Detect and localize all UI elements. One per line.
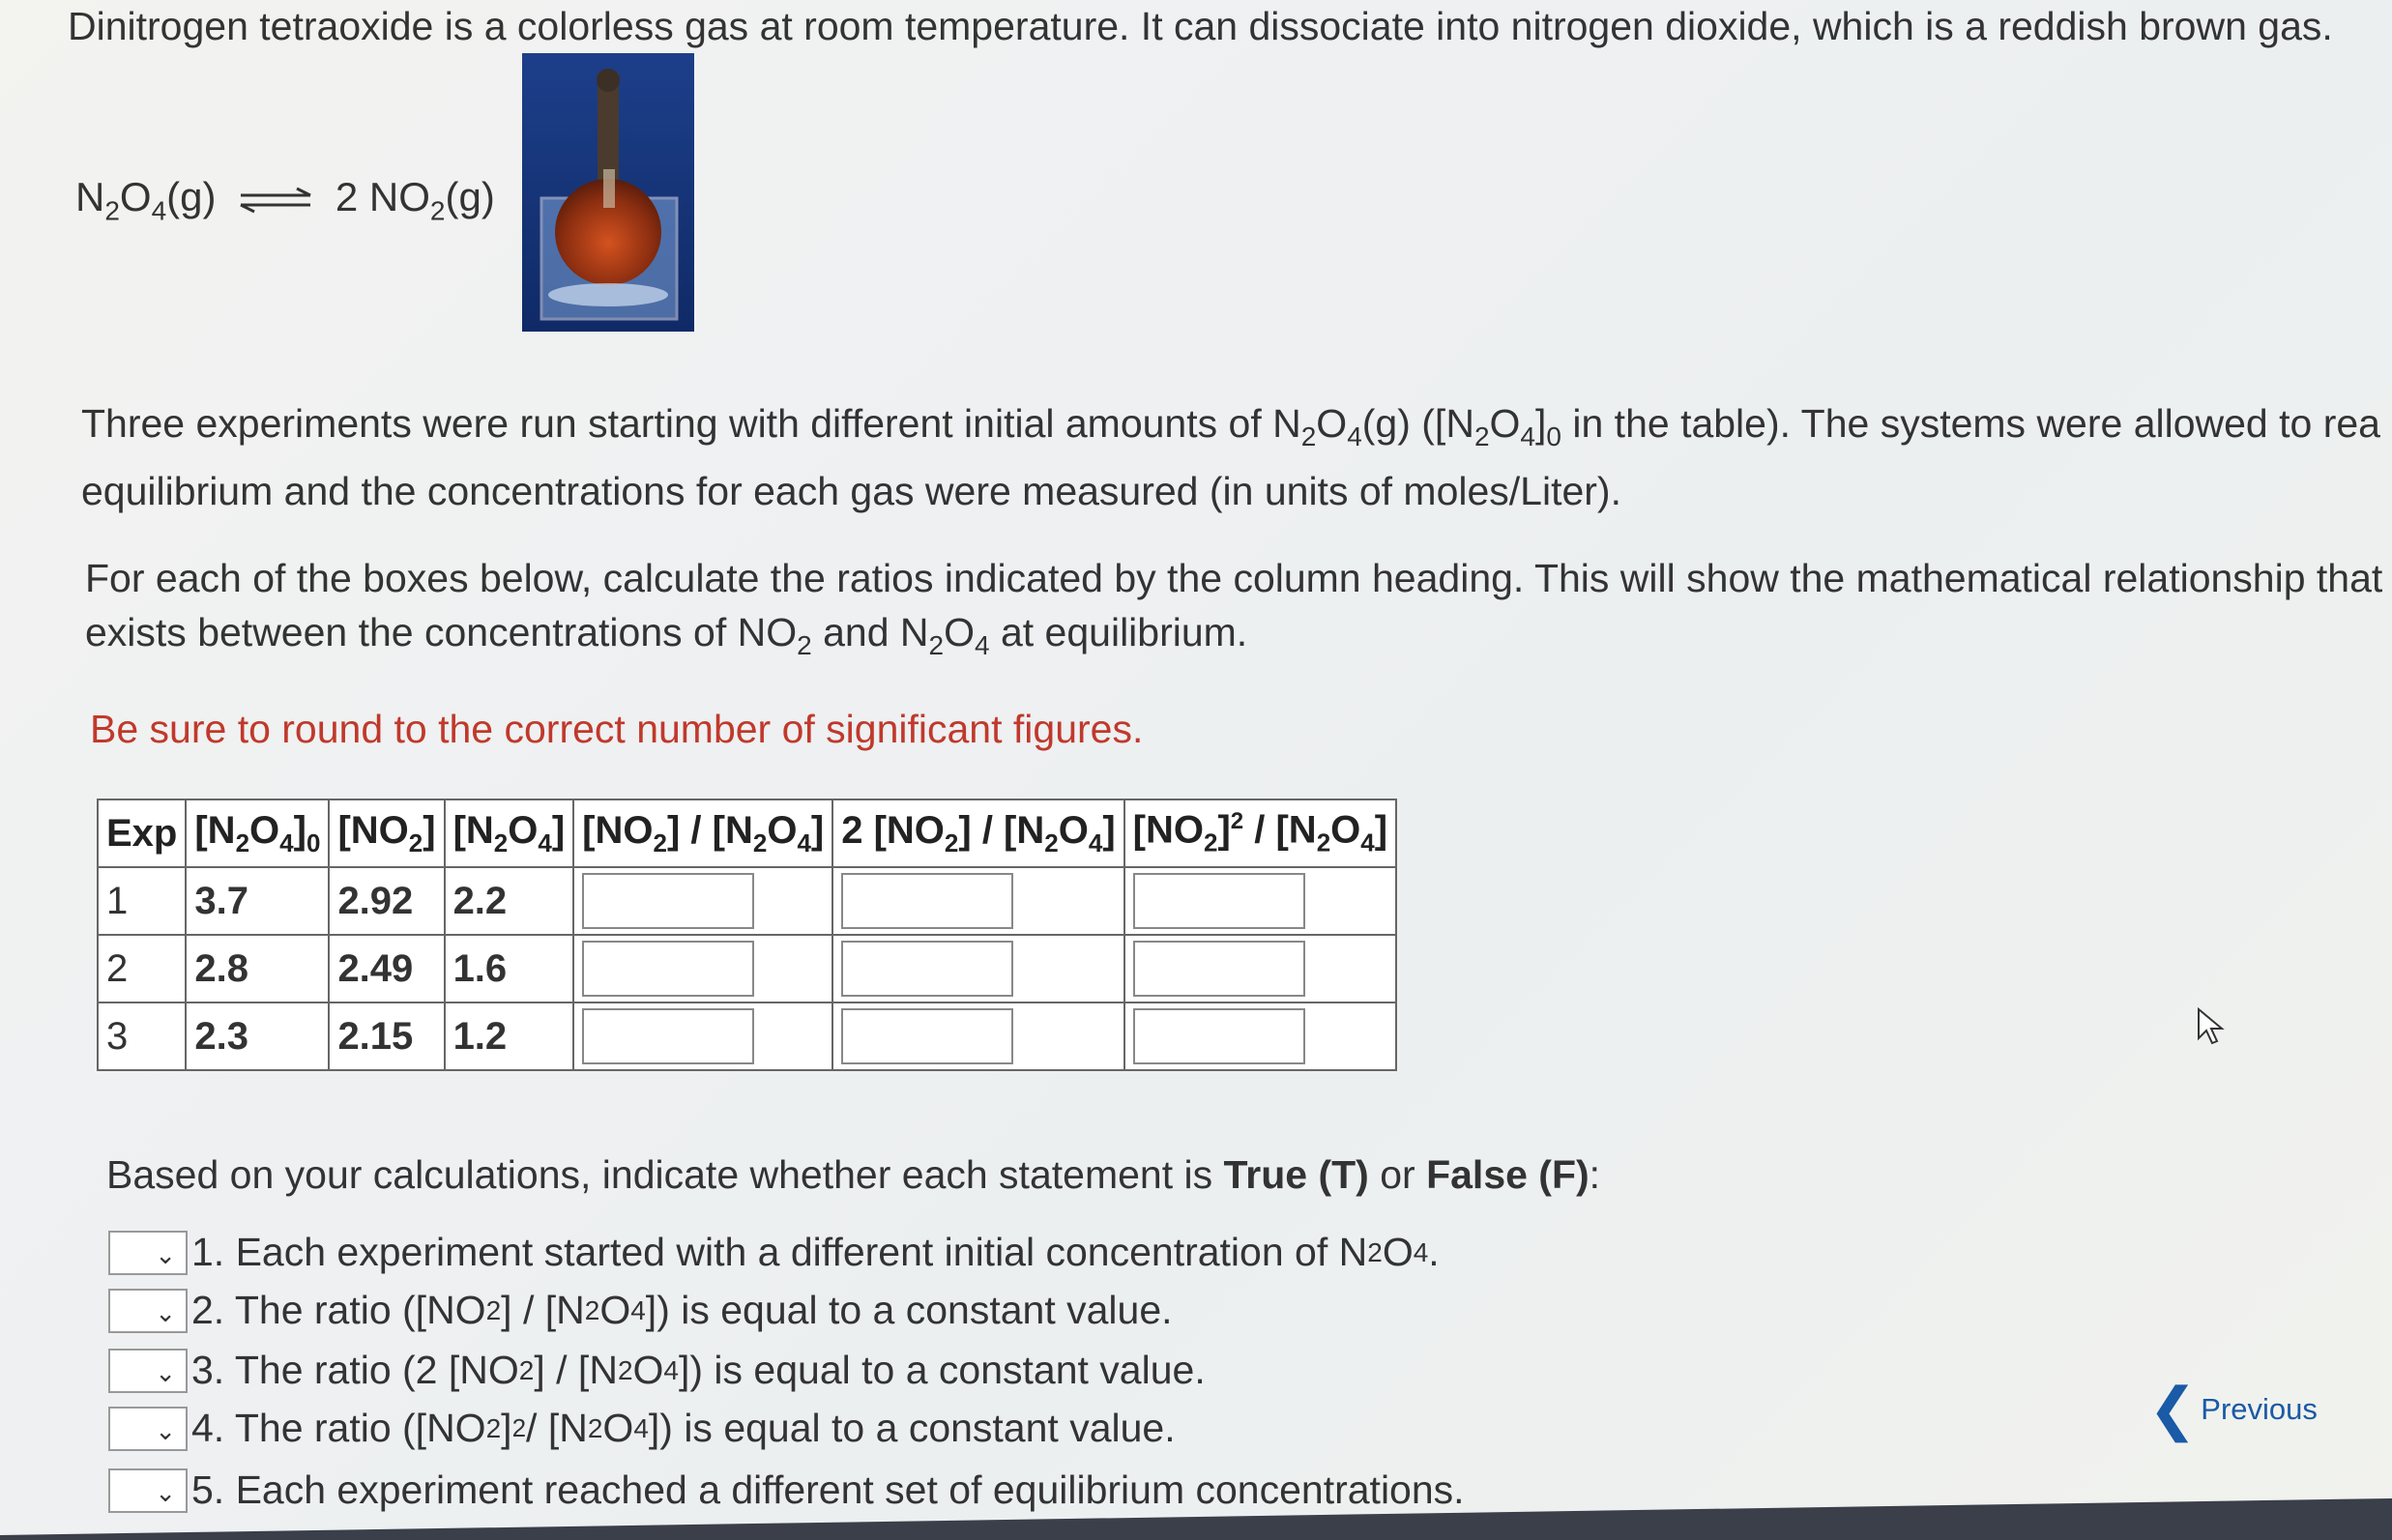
chevron-down-icon: ⌄ xyxy=(155,1239,176,1269)
chevron-down-icon: ⌄ xyxy=(155,1415,176,1445)
ratio1-input-1[interactable] xyxy=(582,873,754,929)
intro-text: Dinitrogen tetraoxide is a colorless gas at room temperature. It can dissociate into nitrogen dioxide, which is a reddish brown gas. xyxy=(68,4,2333,48)
col-n2o4-initial: $[N_2O_4]_0$ xyxy=(186,799,329,867)
equilibrium-arrow-icon xyxy=(237,186,314,215)
tf-dropdown-2[interactable] xyxy=(108,1289,188,1333)
true-false-heading: Based on your calculations, indicate whether each statement is True (T) or False (F): xyxy=(106,1152,1601,1197)
statement-5: ⌄ 5. Each experiment reached a different set of equilibrium concentrations. xyxy=(108,1467,1465,1513)
statement-3: ⌄ 3. The ratio (2 [NO 2 ] / [N 2 O 4 ]) is equal to a constant value. xyxy=(108,1348,1206,1393)
flask-in-beaker-photo xyxy=(522,53,694,332)
col-ratio3: $[NO_2]^2 / [N_2O_4]$ xyxy=(1124,799,1396,867)
tf-dropdown-4[interactable] xyxy=(108,1407,188,1451)
ratio2-input-1[interactable] xyxy=(841,873,1013,929)
tf-dropdown-1[interactable] xyxy=(108,1231,188,1275)
table-row: 3 2.3 2.15 1.2 xyxy=(98,1002,1396,1070)
experiment-description: Three experiments were run starting with different initial amounts of $N_2O_4(g)$ ($[N_2O_4]_0$ in the table). The systems were allowed to rea equilibrium and the concentrations for each gas were measured (in units of moles/Liter). xyxy=(81,401,2380,514)
ratio3-input-2[interactable] xyxy=(1133,941,1305,997)
previous-button[interactable]: ❮ Previous xyxy=(2148,1377,2318,1441)
chevron-down-icon: ⌄ xyxy=(155,1297,176,1327)
ratio1-input-2[interactable] xyxy=(582,941,754,997)
chevron-down-icon: ⌄ xyxy=(155,1357,176,1387)
mouse-cursor-icon xyxy=(2197,1007,2226,1046)
sig-fig-warning: Be sure to round to the correct number of significant figures. xyxy=(90,707,1144,751)
statement-2: ⌄ 2. The ratio ([NO 2 ] / [N 2 O 4 ]) is equal to a constant value. xyxy=(108,1288,1173,1333)
col-n2o4: $[N_2O_4]$ xyxy=(445,799,574,867)
chevron-left-icon: ❮ xyxy=(2148,1377,2198,1441)
instructions: For each of the boxes below, calculate the ratios indicated by the column heading. This will show the mathematical relationship that exists between the concentrations of $NO_2$ and $N_2O_4$ at equilibrium. xyxy=(85,556,2383,661)
data-table xyxy=(97,799,1397,1071)
col-no2: $[NO_2]$ xyxy=(329,799,444,867)
col-ratio2: 2 $[NO_2] / [N_2O_4]$ xyxy=(832,799,1123,867)
ratio3-input-3[interactable] xyxy=(1133,1008,1305,1064)
table-header-row xyxy=(98,799,1396,867)
tf-dropdown-3[interactable] xyxy=(108,1349,188,1393)
statement-1: ⌄ 1. Each experiment started with a different initial concentration of N 2 O 4 . xyxy=(108,1230,1440,1275)
statement-4: ⌄ 4. The ratio ([NO 2 ] 2 / [N 2 O 4 ]) is equal to a constant value. xyxy=(108,1406,1176,1451)
table-row: 1 3.7 2.92 2.2 xyxy=(98,867,1396,935)
ratio3-input-1[interactable] xyxy=(1133,873,1305,929)
reaction-equation: $N_2O_4(g)$ 2 $NO_2(g)$ xyxy=(75,174,495,226)
col-ratio1: $[NO_2] / [N_2O_4]$ xyxy=(573,799,832,867)
bottom-toolbar-edge xyxy=(0,1479,2392,1540)
ratio2-input-2[interactable] xyxy=(841,941,1013,997)
col-exp: Exp xyxy=(98,799,186,867)
ratio2-input-3[interactable] xyxy=(841,1008,1013,1064)
ratio1-input-3[interactable] xyxy=(582,1008,754,1064)
table-row: 2 2.8 2.49 1.6 xyxy=(98,935,1396,1002)
chevron-down-icon: ⌄ xyxy=(155,1477,176,1507)
